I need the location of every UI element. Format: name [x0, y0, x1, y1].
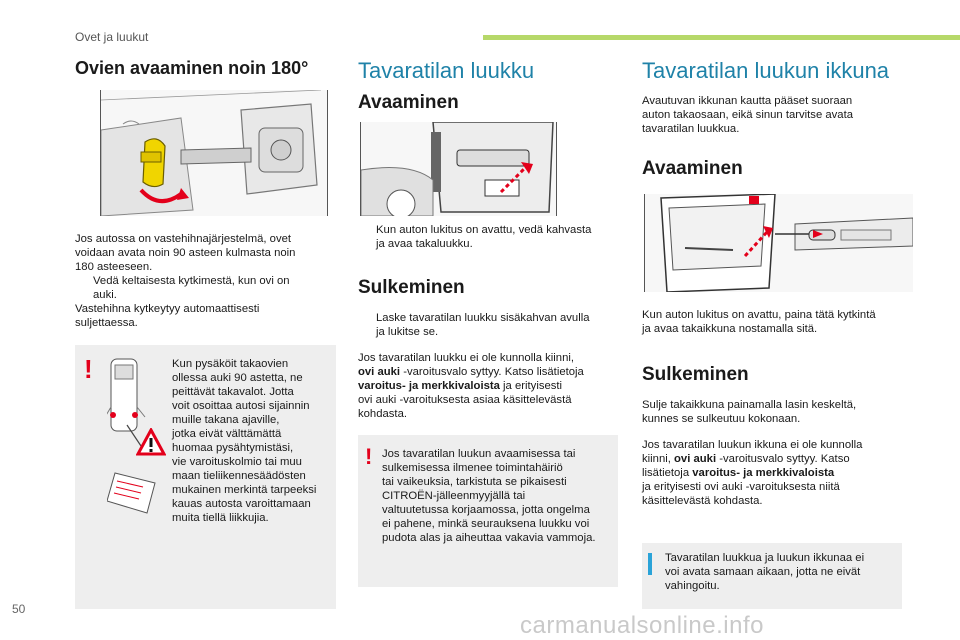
rear-window-close-text [642, 398, 912, 426]
para-line: kunnes se sulkeutuu kokonaan. [642, 413, 801, 425]
warning-line: huomaa pysähtymistäsi, [172, 442, 294, 454]
para-line: ovi auki -varoituksesta asiaa käsittelevästä [358, 394, 572, 406]
intro-line: auton takaosaan, eikä sinun tarvitse avata [642, 109, 854, 121]
bullet-item [358, 311, 618, 339]
bullet-line: Kun auton lukitus on avattu, vedä kahvasta [376, 224, 592, 236]
warning-line: voit osoittaa autosi sijainnin [172, 400, 310, 412]
warning-line: muita tiellä liikkujia. [172, 512, 269, 524]
bullet-line: ja lukitse se. [376, 326, 439, 338]
after-line: Vastehihna kytkeytyy automaattisesti [75, 303, 260, 315]
info-icon [648, 553, 652, 575]
subtitle-opening: Avaaminen [642, 158, 743, 179]
info-line: vahingoitu. [665, 580, 720, 592]
intro-line: 180 asteeseen. [75, 261, 153, 273]
warning-line: Jos tavaratilan luukun avaamisessa tai [382, 448, 576, 460]
warning-line: jotka eivät välttämättä [172, 428, 282, 440]
para-line: Sulje takaikkuna painamalla lasin keskeltä, [642, 399, 857, 411]
para-text: -varoitusvalo syttyy. Katso [716, 453, 850, 465]
info-line: voi avata samaan aikaan, jotta ne eivät [665, 566, 861, 578]
bold-term: varoitus- ja merkkivaloista [358, 380, 500, 392]
para-line: ja avaa takaikkuna nostamalla sitä. [642, 323, 818, 335]
door-strap-icon [101, 90, 327, 216]
para-line: Jos tavaratilan luukku ei ole kunnolla kiinni, [358, 352, 575, 364]
warning-triangle-icon [136, 428, 166, 461]
para-line: kohdasta. [358, 408, 407, 420]
bold-term: ovi auki [674, 453, 717, 465]
subtitle-closing: Sulkeminen [642, 364, 749, 385]
door-strap-illustration [100, 90, 328, 216]
door-intro-text [75, 232, 337, 330]
warning-line: CITROËN-jälleenmyyjällä tai [382, 490, 526, 502]
column-rear-window [642, 58, 912, 180]
tailgate-open-text [358, 223, 618, 421]
warning-line: ollessa auki 90 astetta, ne [172, 372, 303, 384]
para-line [642, 466, 912, 480]
bullet-line: ja avaa takaluukku. [376, 238, 473, 250]
warning-text-tailgate [382, 447, 614, 545]
warning-text-door [172, 357, 332, 525]
header-accent-bar [483, 35, 960, 40]
column-door-opening [75, 58, 337, 79]
para-text: lisätietoja [642, 467, 693, 479]
para-text: ja erityisesti [499, 380, 563, 392]
section-header: Ovet ja luukut [75, 30, 149, 44]
rear-window-door-warning-paragraph [642, 438, 912, 508]
page-title-door-opening: Ovien avaaminen noin 180° [75, 58, 309, 78]
rear-window-switch-icon [645, 194, 913, 292]
warning-line: valtuutetussa korjaamossa, jotta ongelma [382, 504, 590, 516]
para-line [358, 379, 618, 393]
page-number: 50 [12, 602, 26, 616]
bullet-line: auki. [93, 289, 117, 301]
watermark: carmanualsonline.info [520, 612, 764, 639]
warning-line: sulkemisessa ilmenee toimintahäiriö [382, 462, 563, 474]
rear-window-text [642, 308, 912, 508]
bullet-item [358, 223, 618, 251]
para-line [358, 365, 618, 379]
para-text: -varoitusvalo syttyy. Katso lisätietoja [400, 366, 584, 378]
warning-line: vie varoituskolmio tai muu [172, 456, 302, 468]
intro-line: tavaratilan luukkua. [642, 123, 740, 135]
warning-exclamation-icon: ! [84, 354, 93, 384]
intro-line: Avautuvan ikkunan kautta pääset suoraan [642, 95, 853, 107]
warning-line: pudota alas ja aiheuttaa vakavia vammoja. [382, 532, 596, 544]
para-line: ja erityisesti ovi auki -varoituksesta niitä [642, 481, 840, 493]
bullet-line: Laske tavaratilan luukku sisäkahvan avulla [376, 312, 590, 324]
para-line: Kun auton lukitus on avattu, paina tätä kytkintä [642, 309, 876, 321]
info-text [665, 551, 897, 593]
bullet-line: Vedä keltaisesta kytkimestä, kun ovi on [93, 275, 290, 287]
tailgate-illustration [360, 122, 557, 216]
rear-window-intro [642, 94, 912, 136]
para-text: kiinni, [642, 453, 675, 465]
column-tailgate [358, 58, 618, 114]
para-line [642, 452, 912, 466]
intro-line: Jos autossa on vastehihnajärjestelmä, ovet [75, 233, 292, 245]
subtitle-closing: Sulkeminen [358, 277, 465, 298]
after-line: suljettaessa. [75, 317, 138, 329]
warning-exclamation-icon: ! [365, 444, 373, 469]
tailgate-handle-icon [361, 122, 556, 216]
subtitle-opening: Avaaminen [358, 92, 459, 113]
tailgate-door-warning-paragraph [358, 351, 618, 421]
para-line: käsittelevästä kohdasta. [642, 495, 763, 507]
warning-line: muille takana ajaville, [172, 414, 280, 426]
para-line: Jos tavaratilan luukun ikkuna ei ole kunnolla [642, 439, 863, 451]
bullet-item [75, 274, 337, 302]
warning-line: ei pahene, minkä seurauksena luukku voi [382, 518, 590, 530]
title-rear-window: Tavaratilan luukun ikkuna [642, 58, 890, 83]
warning-line: kauas autosta varoittamaan [172, 498, 311, 510]
warning-line: maan tieliikennesäädösten [172, 470, 306, 482]
info-line: Tavaratilan luukkua ja luukun ikkunaa ei [665, 552, 865, 564]
warning-line: peittävät takavalot. Jotta [172, 386, 294, 398]
intro-line: voidaan avata noin 90 asteen kulmasta noin [75, 247, 296, 259]
title-tailgate: Tavaratilan luukku [358, 58, 535, 83]
bold-term: ovi auki [358, 366, 401, 378]
bold-term: varoitus- ja merkkivaloista [692, 467, 835, 479]
rear-window-illustration [644, 194, 913, 292]
warning-line: mukainen merkintä tarpeeksi [172, 484, 317, 496]
warning-line: Kun pysäköit takaovien [172, 358, 289, 370]
warning-line: tai vaikeuksia, tarkistuta se pikaisesti [382, 476, 567, 488]
